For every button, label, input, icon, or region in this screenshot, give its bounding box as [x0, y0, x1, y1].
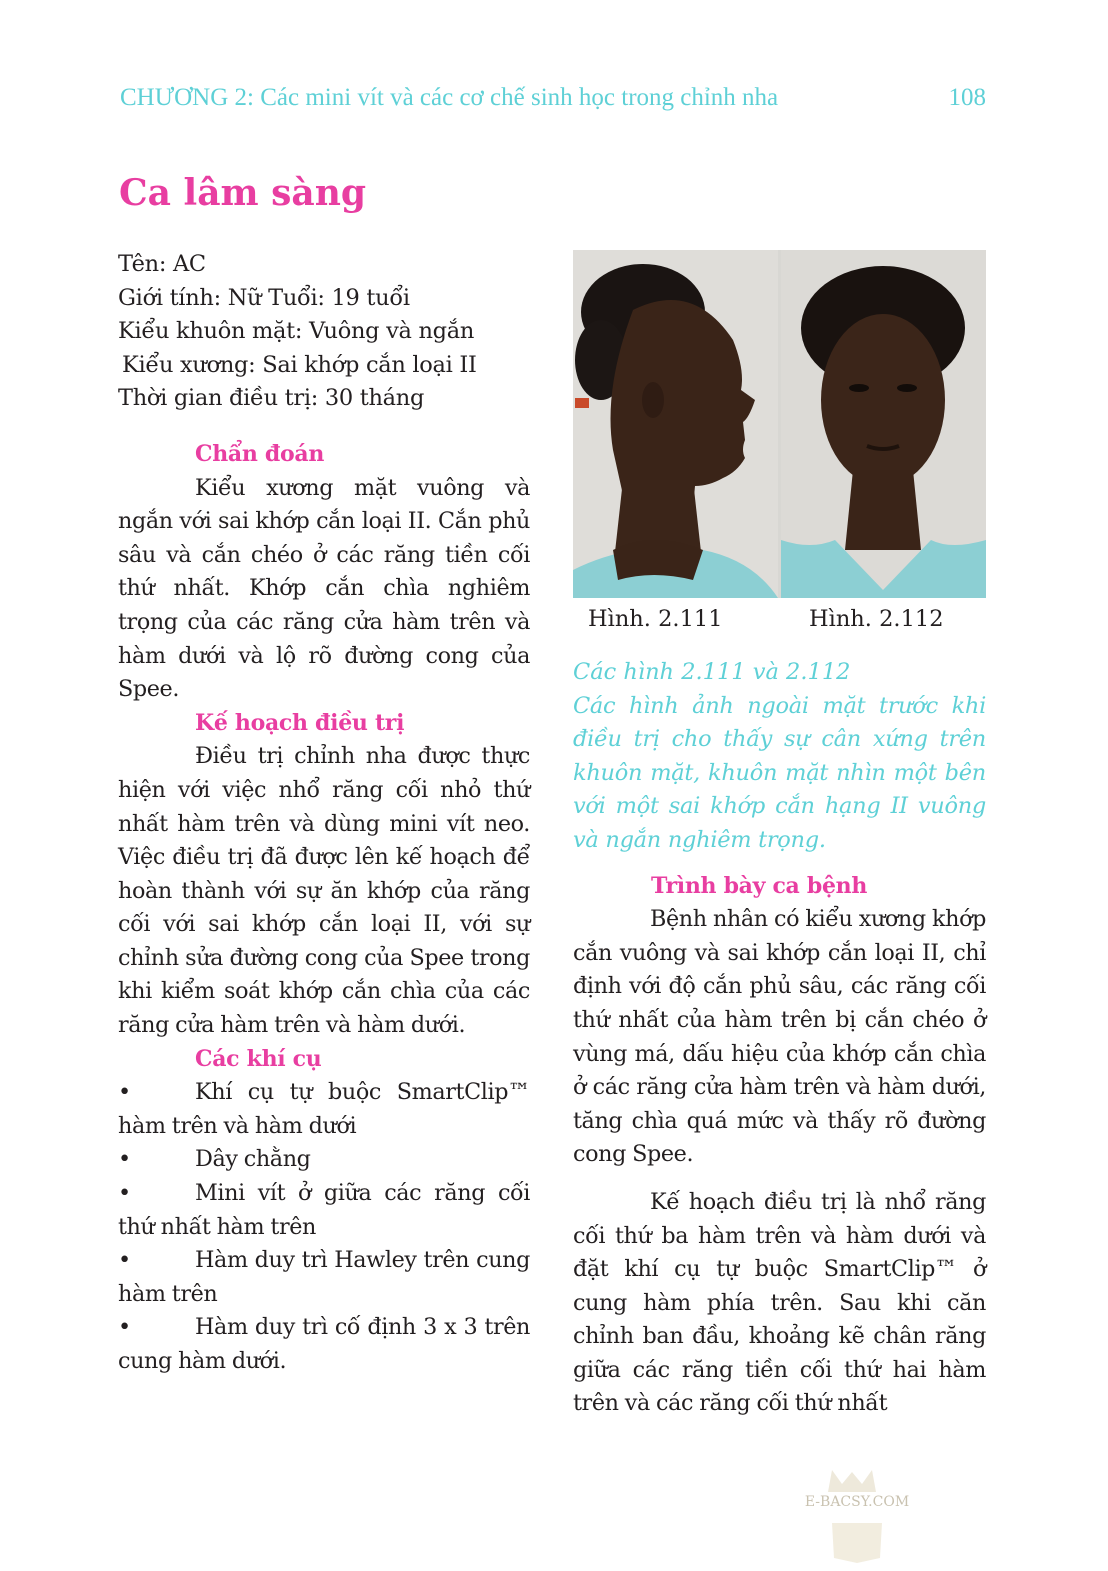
- list-item: • Khí cụ tự buộc SmartClip™ hàm trên và hàm dưới: [118, 1076, 530, 1143]
- bullet-icon: •: [118, 1314, 131, 1341]
- list-item: • Dây chằng: [118, 1143, 530, 1177]
- case-presentation-paragraph-2: Kế hoạch điều trị là nhổ răng cối thứ ba hàm trên và hàm dưới và đặt khí cụ tự buộc SmartClip™ ở cung hàm phía trên. Sau khi căn chỉnh ban đầu, khoảng kẽ chân răng giữa các răng tiền cối thứ hai hàm trên và các răng cối thứ nhất: [573, 1188, 986, 1417]
- diagnosis-heading: Chẩn đoán: [195, 440, 325, 467]
- face-type: Kiểu khuôn mặt: Vuông và ngắn: [118, 318, 475, 345]
- appliances-list: [118, 1076, 530, 1378]
- right-column: [573, 250, 986, 1421]
- left-column: [118, 248, 530, 1379]
- diagnosis-text: Kiểu xương mặt vuông và ngắn với sai khớp cắn loại II. Cắn phủ sâu và cắn chéo ở các răng tiền cối thứ nhất. Khớp cắn chìa nghiêm trọng của các răng cửa hàm trên và hàm dưới và lộ rõ đường cong của Spee.: [118, 474, 530, 703]
- figure-caption-1: Hình. 2.111: [588, 606, 723, 632]
- treatment-duration: Thời gian điều trị: 30 tháng: [118, 385, 425, 412]
- page-title: Ca lâm sàng: [119, 172, 367, 214]
- case-presentation-heading: Trình bày ca bệnh: [651, 872, 868, 899]
- skeletal-type: Kiểu xương: Sai khớp cắn loại II: [122, 351, 477, 378]
- chapter-title: CHƯƠNG 2: Các mini vít và các cơ chế sinh học trong chỉnh nha: [120, 84, 779, 111]
- watermark-logo: [792, 1468, 922, 1563]
- treatment-plan-text: Điều trị chỉnh nha được thực hiện với việc nhổ răng cối nhỏ thứ nhất hàm trên và dùng mini vít neo. Việc điều trị đã được lên kế hoạch để hoàn thành với sự ăn khớp của răng cối với sai khớp cắn loại II, với sự chỉnh sửa đường cong của Spee trong khi kiểm soát khớp cắn chìa của các răng cửa hàm trên và hàm dưới.: [118, 743, 530, 1039]
- list-item: • Hàm duy trì Hawley trên cung hàm trên: [118, 1244, 530, 1311]
- bullet-icon: •: [118, 1180, 131, 1207]
- watermark-text: E-BACSY.COM: [804, 1494, 910, 1510]
- treatment-plan-heading: Kế hoạch điều trị: [195, 709, 405, 736]
- figure-legend-text: Các hình ảnh ngoài mặt trước khi điều trị cho thấy sự cân xứng trên khuôn mặt, khuôn mặt nhìn một bên với một sai khớp cắn hạng II vuông và ngắn nghiêm trọng.: [573, 692, 986, 853]
- patient-sex-age: Giới tính: Nữ Tuổi: 19 tuổi: [118, 284, 410, 311]
- list-item: • Mini vít ở giữa các răng cối thứ nhất hàm trên: [118, 1177, 530, 1244]
- bullet-icon: •: [118, 1079, 131, 1106]
- frontal-photo: [781, 250, 986, 598]
- figure-legend-title: Các hình 2.111 và 2.112: [573, 659, 851, 685]
- running-header: [120, 84, 986, 120]
- figure-caption-2: Hình. 2.112: [809, 606, 944, 632]
- profile-photo: [573, 250, 778, 598]
- bullet-icon: •: [118, 1247, 131, 1274]
- page-number: 108: [948, 84, 986, 111]
- case-presentation-paragraph-1: Bệnh nhân có kiểu xương khớp cắn vuông và sai khớp cắn loại II, chỉ định với độ cắn phủ sâu, các răng cối thứ nhất của hàm trên bị cắn chéo ở vùng má, dấu hiệu của khớp cắn chìa ở các răng cửa hàm trên và hàm dưới, tăng chìa quá mức và thấy rõ đường cong Spee.: [573, 906, 986, 1168]
- appliances-heading: Các khí cụ: [195, 1045, 322, 1072]
- patient-name: Tên: AC: [118, 251, 206, 277]
- list-item: • Hàm duy trì cố định 3 x 3 trên cung hàm dưới.: [118, 1311, 530, 1378]
- patient-info: [118, 248, 530, 416]
- patient-photos: [573, 250, 986, 598]
- figure-captions: [573, 606, 986, 646]
- bullet-icon: •: [118, 1146, 131, 1173]
